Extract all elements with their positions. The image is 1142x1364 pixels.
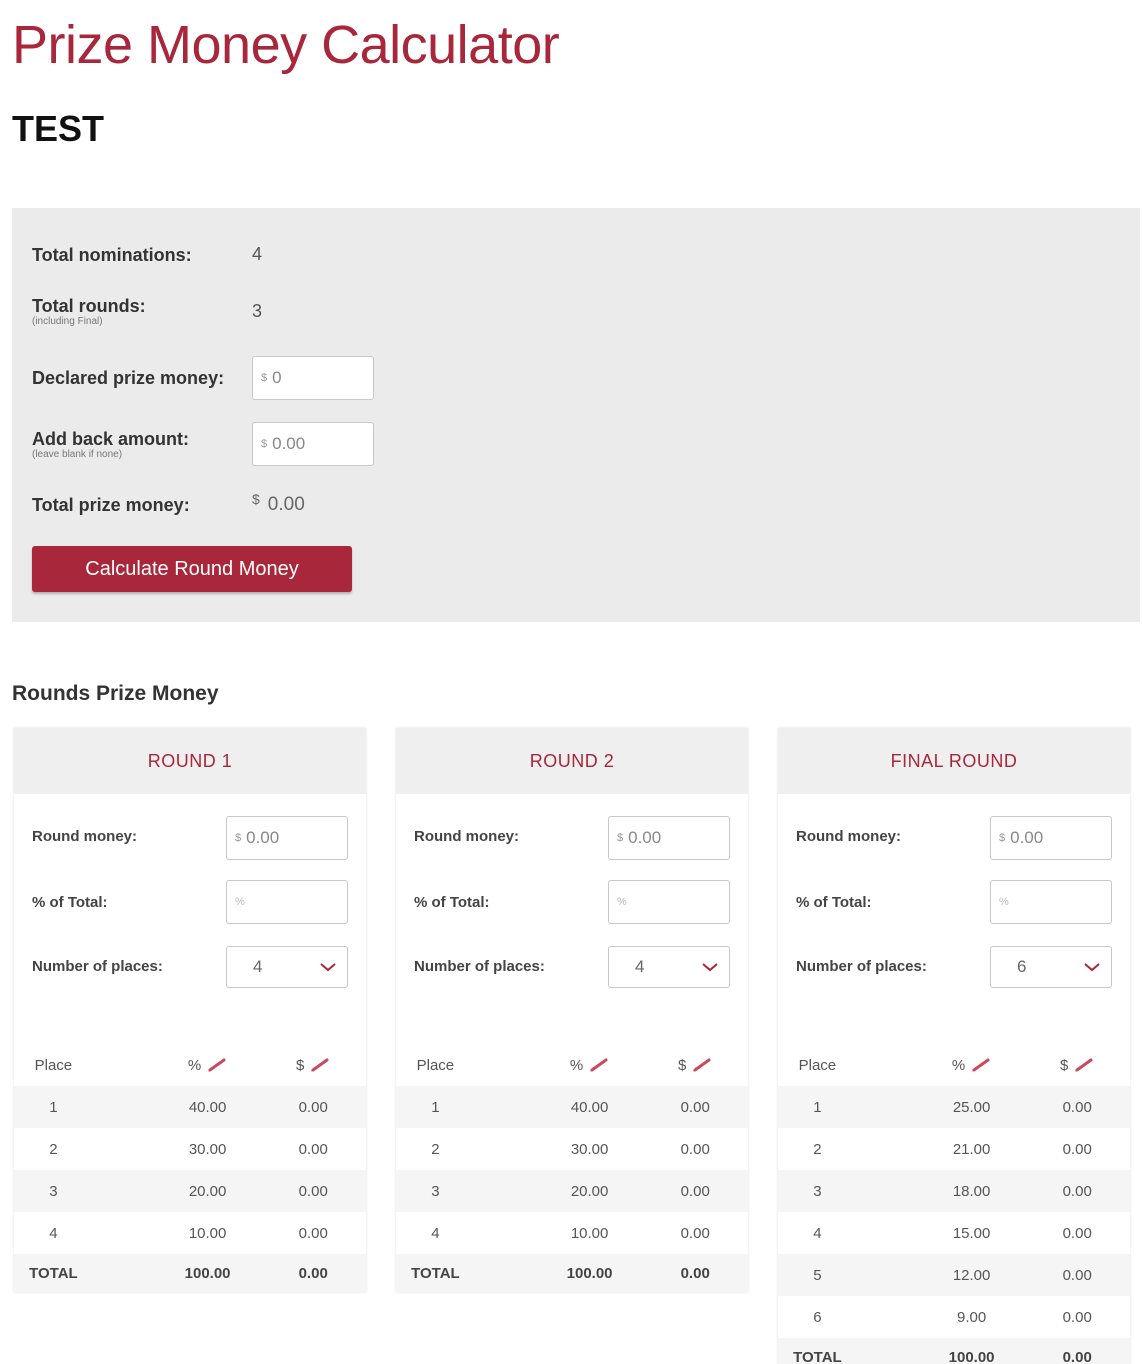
place-cell: 3 <box>396 1170 537 1212</box>
percent-column-header[interactable] <box>155 1044 261 1086</box>
places-table <box>14 1044 366 1292</box>
place-cell: 2 <box>49 1140 58 1158</box>
percent-placeholder: % <box>999 896 1009 908</box>
dollar-cell: 0.00 <box>680 1140 710 1158</box>
place-column-label: Place <box>34 1056 73 1074</box>
dollar-cell: 0.00 <box>1024 1254 1130 1296</box>
percent-column-label: % <box>951 1056 966 1074</box>
place-cell: 3 <box>778 1170 919 1212</box>
round-title <box>778 728 1130 794</box>
pencil-edit-icon[interactable] <box>310 1058 330 1072</box>
pencil-edit-icon[interactable] <box>692 1058 712 1072</box>
place-cell: 4 <box>49 1224 58 1242</box>
total-prize-label: Total prize money: <box>32 495 190 515</box>
declared-prize-label: Declared prize money: <box>32 368 225 388</box>
total-row <box>396 1254 748 1292</box>
total-prize-value: 0.00 <box>267 494 305 515</box>
total-rounds-sublabel: (including Final) <box>32 316 103 327</box>
total-label: TOTAL <box>14 1254 155 1292</box>
currency-symbol: $ <box>617 832 624 844</box>
percent-cell: 30.00 <box>570 1140 609 1158</box>
dollar-column-label: $ <box>678 1056 687 1074</box>
round-money-input[interactable] <box>226 816 348 860</box>
percent-column-header[interactable] <box>537 1044 643 1086</box>
place-column-header <box>778 1044 919 1086</box>
dollar-column-header[interactable] <box>642 1044 748 1086</box>
total-percent: 100.00 <box>155 1254 261 1292</box>
percent-placeholder: % <box>617 896 627 908</box>
total-row <box>14 1254 366 1292</box>
places-table-header <box>14 1044 366 1086</box>
number-of-places-label: Number of places: <box>32 958 163 975</box>
declared-prize-value: 0 <box>272 368 282 387</box>
chevron-down-icon <box>1083 961 1101 973</box>
dollar-cell: 0.00 <box>642 1170 748 1212</box>
table-row <box>396 1212 748 1254</box>
summary-panel <box>12 208 1140 622</box>
declared-prize-row <box>32 356 374 400</box>
calculate-round-money-button[interactable]: Calculate Round Money <box>32 546 352 592</box>
percent-cell: 25.00 <box>919 1086 1025 1128</box>
chevron-down-icon <box>701 961 719 973</box>
places-table <box>778 1044 1130 1364</box>
dollar-cell: 0.00 <box>298 1140 328 1158</box>
number-of-places-value: 6 <box>1017 957 1027 976</box>
currency-symbol: $ <box>261 372 268 384</box>
total-nominations-row <box>32 244 262 265</box>
place-cell: 4 <box>431 1224 440 1242</box>
dollar-column-label: $ <box>296 1056 305 1074</box>
percent-cell: 9.00 <box>956 1308 987 1326</box>
dollar-cell: 0.00 <box>1024 1086 1130 1128</box>
round-money-input[interactable] <box>990 816 1112 860</box>
round-fields <box>778 794 1130 1044</box>
round-money-label: Round money: <box>414 828 519 845</box>
place-cell: 1 <box>14 1086 155 1128</box>
percent-cell: 20.00 <box>155 1170 261 1212</box>
percent-cell: 21.00 <box>952 1140 991 1158</box>
percent-cell: 40.00 <box>155 1086 261 1128</box>
dollar-column-header[interactable] <box>260 1044 366 1086</box>
table-row <box>14 1212 366 1254</box>
add-back-sublabel: (leave blank if none) <box>32 448 123 460</box>
dollar-cell: 0.00 <box>298 1224 328 1242</box>
number-of-places-value: 4 <box>635 957 645 976</box>
total-label: TOTAL <box>778 1338 919 1364</box>
round-card-3 <box>778 728 1130 1364</box>
table-row <box>396 1170 748 1212</box>
percent-cell: 10.00 <box>570 1224 609 1242</box>
total-rounds-label-group <box>32 296 252 327</box>
total-dollar: 0.00 <box>1024 1338 1130 1364</box>
pencil-edit-icon[interactable] <box>207 1058 227 1072</box>
pencil-edit-icon[interactable] <box>589 1058 609 1072</box>
table-row <box>14 1128 366 1170</box>
place-cell: 3 <box>14 1170 155 1212</box>
percent-of-total-input[interactable] <box>608 880 730 924</box>
place-column-header <box>14 1044 155 1086</box>
percent-cell: 18.00 <box>919 1170 1025 1212</box>
place-cell: 2 <box>431 1140 440 1158</box>
add-back-label: Add back amount: <box>32 428 190 449</box>
round-title <box>396 728 748 794</box>
place-cell: 6 <box>813 1308 822 1326</box>
round-money-input[interactable] <box>608 816 730 860</box>
dollar-cell: 0.00 <box>1062 1224 1092 1242</box>
percent-of-total-label: % of Total: <box>32 894 108 911</box>
total-dollar: 0.00 <box>260 1254 366 1292</box>
declared-prize-input[interactable] <box>252 356 374 400</box>
round-card-1 <box>14 728 366 1292</box>
place-column-header <box>396 1044 537 1086</box>
place-cell: 2 <box>813 1140 822 1158</box>
total-prize-row <box>32 491 305 516</box>
table-row <box>778 1170 1130 1212</box>
dollar-cell: 0.00 <box>1024 1170 1130 1212</box>
percent-column-label: % <box>187 1056 202 1074</box>
percent-cell: 30.00 <box>188 1140 227 1158</box>
dollar-cell: 0.00 <box>260 1170 366 1212</box>
percent-of-total-label: % of Total: <box>414 894 490 911</box>
percent-placeholder: % <box>235 896 245 908</box>
percent-column-label: % <box>569 1056 584 1074</box>
currency-symbol: $ <box>235 832 242 844</box>
number-of-places-label: Number of places: <box>796 958 927 975</box>
round-title-text: ROUND 2 <box>529 750 615 771</box>
places-table-header <box>396 1044 748 1086</box>
event-title: TEST <box>12 108 105 149</box>
number-of-places-value: 4 <box>253 957 263 976</box>
round-title-text: ROUND 1 <box>147 750 233 771</box>
dollar-cell: 0.00 <box>260 1086 366 1128</box>
round-money-label: Round money: <box>796 828 901 845</box>
places-table-header <box>778 1044 1130 1086</box>
total-dollar: 0.00 <box>642 1254 748 1292</box>
currency-symbol: $ <box>261 438 268 450</box>
place-column-label: Place <box>416 1056 455 1074</box>
percent-cell: 10.00 <box>188 1224 227 1242</box>
total-rounds-value: 3 <box>252 301 263 321</box>
total-nominations-label: Total nominations: <box>32 244 192 265</box>
total-percent: 100.00 <box>919 1338 1025 1364</box>
round-card-2 <box>396 728 748 1292</box>
total-nominations-value: 4 <box>252 244 263 264</box>
chevron-down-icon <box>319 961 337 973</box>
table-row <box>396 1086 748 1128</box>
table-row <box>778 1296 1130 1338</box>
table-row <box>778 1128 1130 1170</box>
number-of-places-select[interactable] <box>608 946 730 988</box>
dollar-cell: 0.00 <box>642 1086 748 1128</box>
table-row <box>14 1086 366 1128</box>
table-row <box>396 1128 748 1170</box>
page-title: Prize Money Calculator <box>12 15 560 75</box>
percent-cell: 20.00 <box>537 1170 643 1212</box>
percent-of-total-input[interactable] <box>226 880 348 924</box>
currency-symbol: $ <box>999 832 1006 844</box>
percent-of-total-input[interactable] <box>990 880 1112 924</box>
round-money-label: Round money: <box>32 828 137 845</box>
round-title <box>14 728 366 794</box>
dollar-cell: 0.00 <box>1062 1308 1092 1326</box>
place-cell: 1 <box>778 1086 919 1128</box>
pencil-edit-icon[interactable] <box>971 1058 991 1072</box>
total-rounds-label: Total rounds: <box>32 296 146 316</box>
add-back-input[interactable] <box>252 422 374 466</box>
round-money-value: 0.00 <box>1010 828 1044 847</box>
place-cell: 1 <box>396 1086 537 1128</box>
dollar-column-header[interactable] <box>1024 1044 1130 1086</box>
currency-symbol: $ <box>252 491 260 507</box>
add-back-value: 0.00 <box>272 434 306 453</box>
pencil-edit-icon[interactable] <box>1074 1058 1094 1072</box>
table-row <box>778 1212 1130 1254</box>
total-row <box>778 1338 1130 1364</box>
total-rounds-row <box>32 296 262 327</box>
table-row <box>14 1170 366 1212</box>
round-title-text: FINAL ROUND <box>890 750 1018 771</box>
percent-cell: 15.00 <box>952 1224 991 1242</box>
table-row <box>778 1254 1130 1296</box>
rounds-heading: Rounds Prize Money <box>12 682 219 705</box>
place-cell: 5 <box>778 1254 919 1296</box>
percent-of-total-label: % of Total: <box>796 894 872 911</box>
percent-cell: 12.00 <box>919 1254 1025 1296</box>
round-fields <box>14 794 366 1044</box>
number-of-places-select[interactable] <box>226 946 348 988</box>
number-of-places-label: Number of places: <box>414 958 545 975</box>
dollar-cell: 0.00 <box>1062 1140 1092 1158</box>
places-table <box>396 1044 748 1292</box>
total-label: TOTAL <box>396 1254 537 1292</box>
percent-column-header[interactable] <box>919 1044 1025 1086</box>
place-column-label: Place <box>798 1056 837 1074</box>
number-of-places-select[interactable] <box>990 946 1112 988</box>
round-money-value: 0.00 <box>628 828 662 847</box>
dollar-column-label: $ <box>1060 1056 1069 1074</box>
total-percent: 100.00 <box>537 1254 643 1292</box>
round-money-value: 0.00 <box>246 828 280 847</box>
percent-cell: 40.00 <box>537 1086 643 1128</box>
table-row <box>778 1086 1130 1128</box>
add-back-row <box>32 422 374 466</box>
dollar-cell: 0.00 <box>680 1224 710 1242</box>
total-prize-value-group <box>252 491 305 516</box>
round-fields <box>396 794 748 1044</box>
add-back-label-group <box>32 429 252 460</box>
place-cell: 4 <box>813 1224 822 1242</box>
